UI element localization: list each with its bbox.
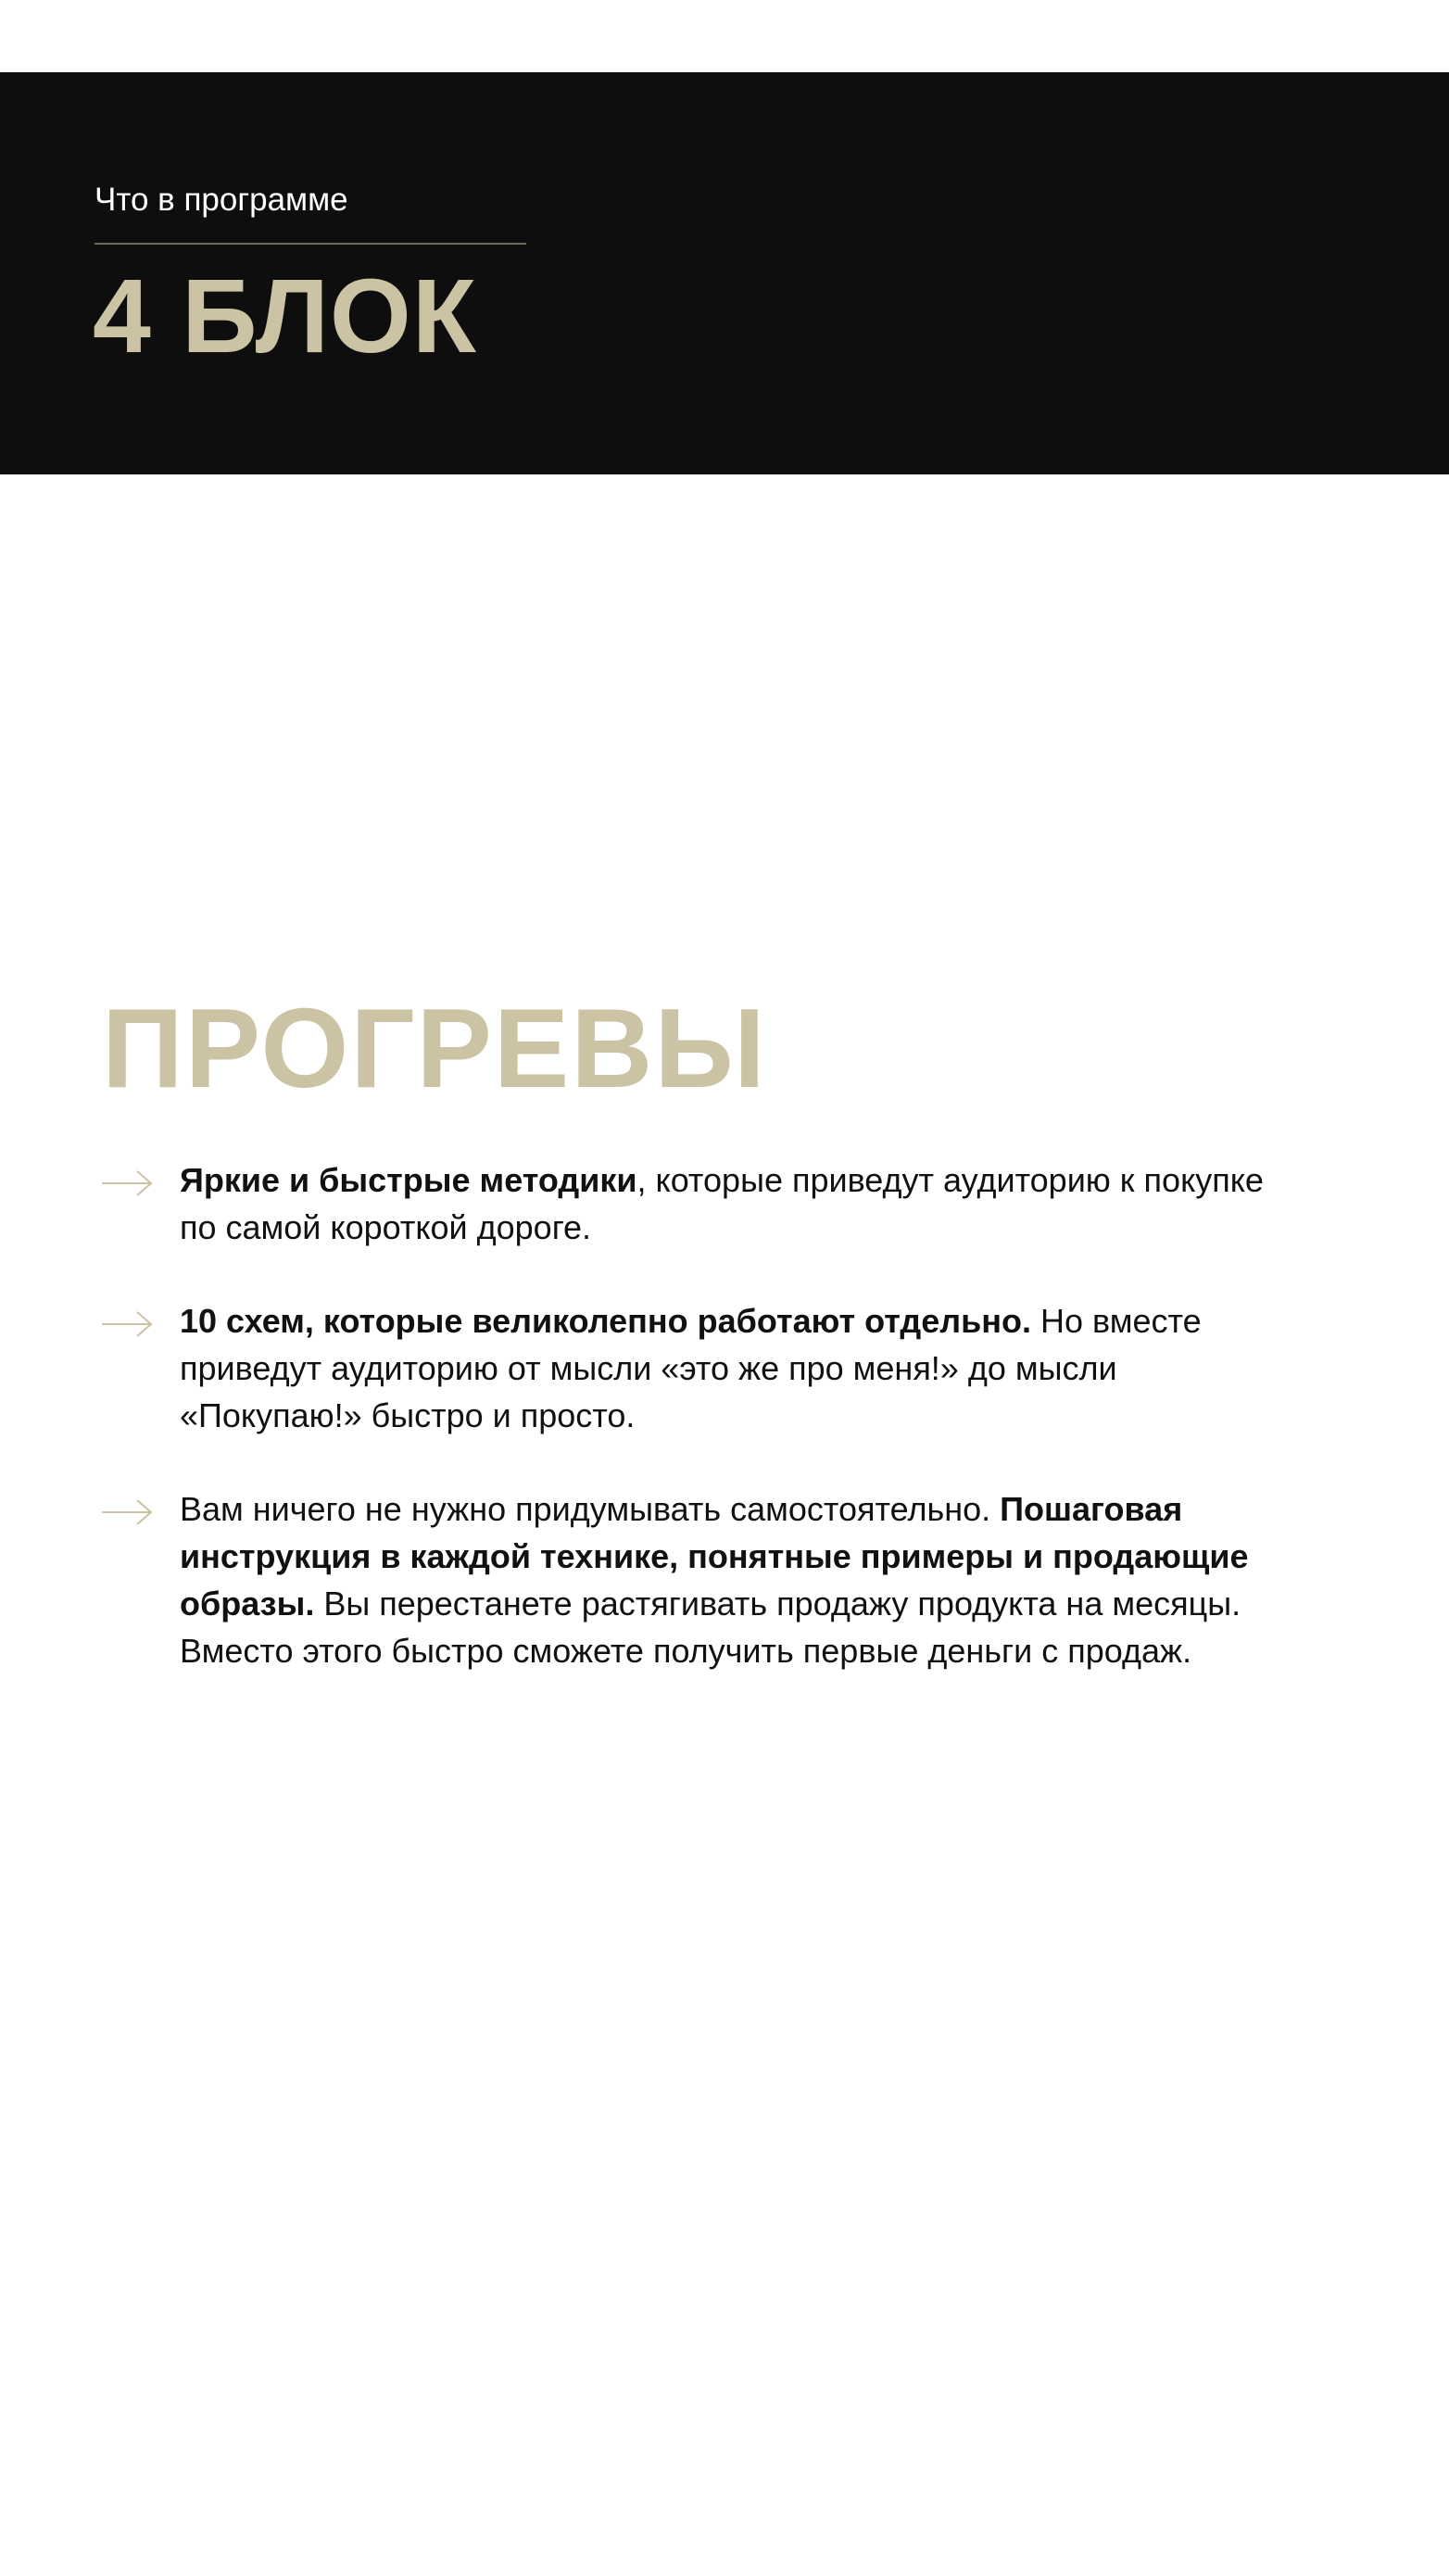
hero-title: 4 БЛОК [93, 258, 477, 374]
feature-line-text: Но вместе [1030, 1302, 1202, 1340]
arrow-right-icon [100, 1308, 154, 1340]
feature-emphasis: Яркие и быстрые методики [180, 1161, 637, 1199]
feature-line-text: Вам ничего не нужно придумывать самостоятельно. [180, 1490, 1001, 1528]
feature-line-text: приведут аудиторию от мысли «это же про меня!» до мысли [180, 1349, 1117, 1387]
feature-line [180, 1297, 1403, 1345]
feature-text [180, 1297, 1403, 1439]
feature-line [180, 1392, 1403, 1439]
feature-emphasis: 10 схем, которые великолепно работают отдельно. [180, 1302, 1031, 1340]
feature-line [180, 1533, 1403, 1580]
feature-text [180, 1156, 1403, 1251]
feature-line [180, 1485, 1403, 1533]
arrow-right-icon [100, 1496, 154, 1528]
feature-line-text: «Покупаю!» быстро и просто. [180, 1396, 636, 1434]
feature-line [180, 1627, 1403, 1674]
feature-line-text: , которые приведут аудиторию к покупке [636, 1161, 1264, 1199]
hero-divider [94, 243, 526, 245]
feature-line-text: Вы перестанете растягивать продажу продукта на месяцы. [314, 1585, 1241, 1623]
feature-text [180, 1485, 1403, 1674]
feature-emphasis: образы. [180, 1585, 315, 1623]
feature-emphasis: Пошаговая [1000, 1490, 1183, 1528]
feature-line-text: по самой короткой дороге. [180, 1208, 592, 1246]
feature-line-text: Вместо этого быстро сможете получить первые деньги с продаж. [180, 1632, 1192, 1670]
feature-emphasis: инструкция в каждой технике, понятные примеры и продающие [180, 1537, 1249, 1575]
feature-line [180, 1156, 1403, 1204]
feature-line [180, 1580, 1403, 1627]
feature-line [180, 1345, 1403, 1392]
arrow-right-icon [100, 1168, 154, 1199]
section-title: ПРОГРЕВЫ [102, 985, 767, 1111]
feature-line [180, 1204, 1403, 1251]
hero-kicker: Что в программе [94, 182, 348, 218]
